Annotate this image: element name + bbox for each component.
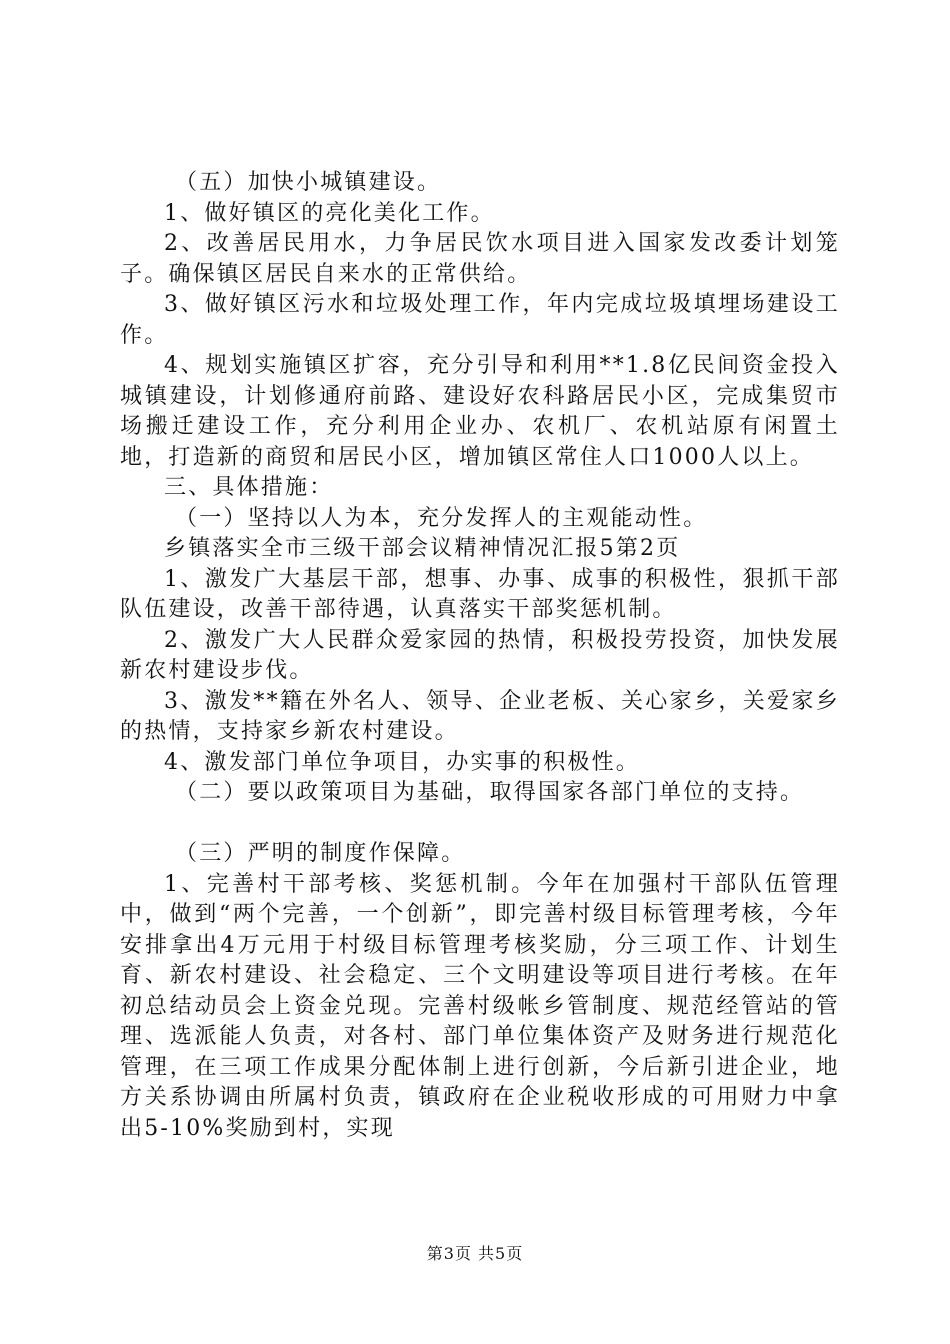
paragraph: （三）严明的制度作保障。: [175, 841, 466, 866]
paragraph: 4、激发部门单位争项目，办实事的积极性。: [164, 749, 640, 775]
paragraph: 2、改善居民用水，力争居民饮水项目进入国家发改委计划笼子。确保镇区居民自来水的正常供给。: [120, 231, 840, 287]
page-number-label: 第3页 共5页: [426, 1244, 524, 1263]
paragraph: 乡镇落实全市三级干部会议精神情况汇报5第2页: [164, 536, 681, 561]
document-body: [120, 168, 840, 1144]
paragraph: （五）加快小城镇建设。: [175, 170, 442, 195]
paragraph: （一）坚持以人为本，充分发挥人的主观能动性。: [175, 505, 708, 531]
page-footer: [0, 1241, 950, 1264]
paragraph: 4、规划实施镇区扩容，充分引导和利用**1.8亿民间资金投入城镇建设，计划修通府前路、建设好农科路居民小区，完成集贸市场搬迁建设工作，充分利用企业办、农机厂、农机站原有闲置土地，打造新的商贸和居民小区，增加镇区常住人口1000人以上。: [120, 353, 840, 470]
paragraph: 1、做好镇区的亮化美化工作。: [164, 200, 495, 226]
blank-line: [120, 809, 840, 840]
paragraph: 1、完善村干部考核、奖惩机制。今年在加强村干部队伍管理中，做到“两个完善，一个创新”，即完善村级目标管理考核，今年安排拿出4万元用于村级目标管理考核奖励，分三项工作、计划生育、新农村建设、社会稳定、三个文明建设等项目进行考核。在年初总结动员会上资金兑现。完善村级帐乡管制度、规范经管站的管理、选派能人负责，对各村、部门单位集体资产及财务进行规范化管理，在三项工作成果分配体制上进行创新，今后新引进企业，地方关系协调由所属村负责，镇政府在企业税收形成的可用财力中拿出5-10%奖励到村，实现: [120, 871, 840, 1141]
paragraph: 3、激发**籍在外名人、领导、企业老板、关心家乡，关爱家乡的热情，支持家乡新农村建设。: [120, 688, 840, 744]
paragraph: （二）要以政策项目为基础，取得国家各部门单位的支持。: [175, 780, 805, 805]
paragraph: 3、做好镇区污水和垃圾处理工作，年内完成垃圾填埋场建设工作。: [120, 292, 840, 348]
paragraph: 2、激发广大人民群众爱家园的热情，积极投劳投资，加快发展新农村建设步伐。: [120, 627, 840, 683]
paragraph: 1、激发广大基层干部，想事、办事、成事的积极性，狠抓干部队伍建设，改善干部待遇，认真落实干部奖惩机制。: [120, 566, 840, 622]
paragraph: 三、具体措施：: [164, 475, 334, 500]
